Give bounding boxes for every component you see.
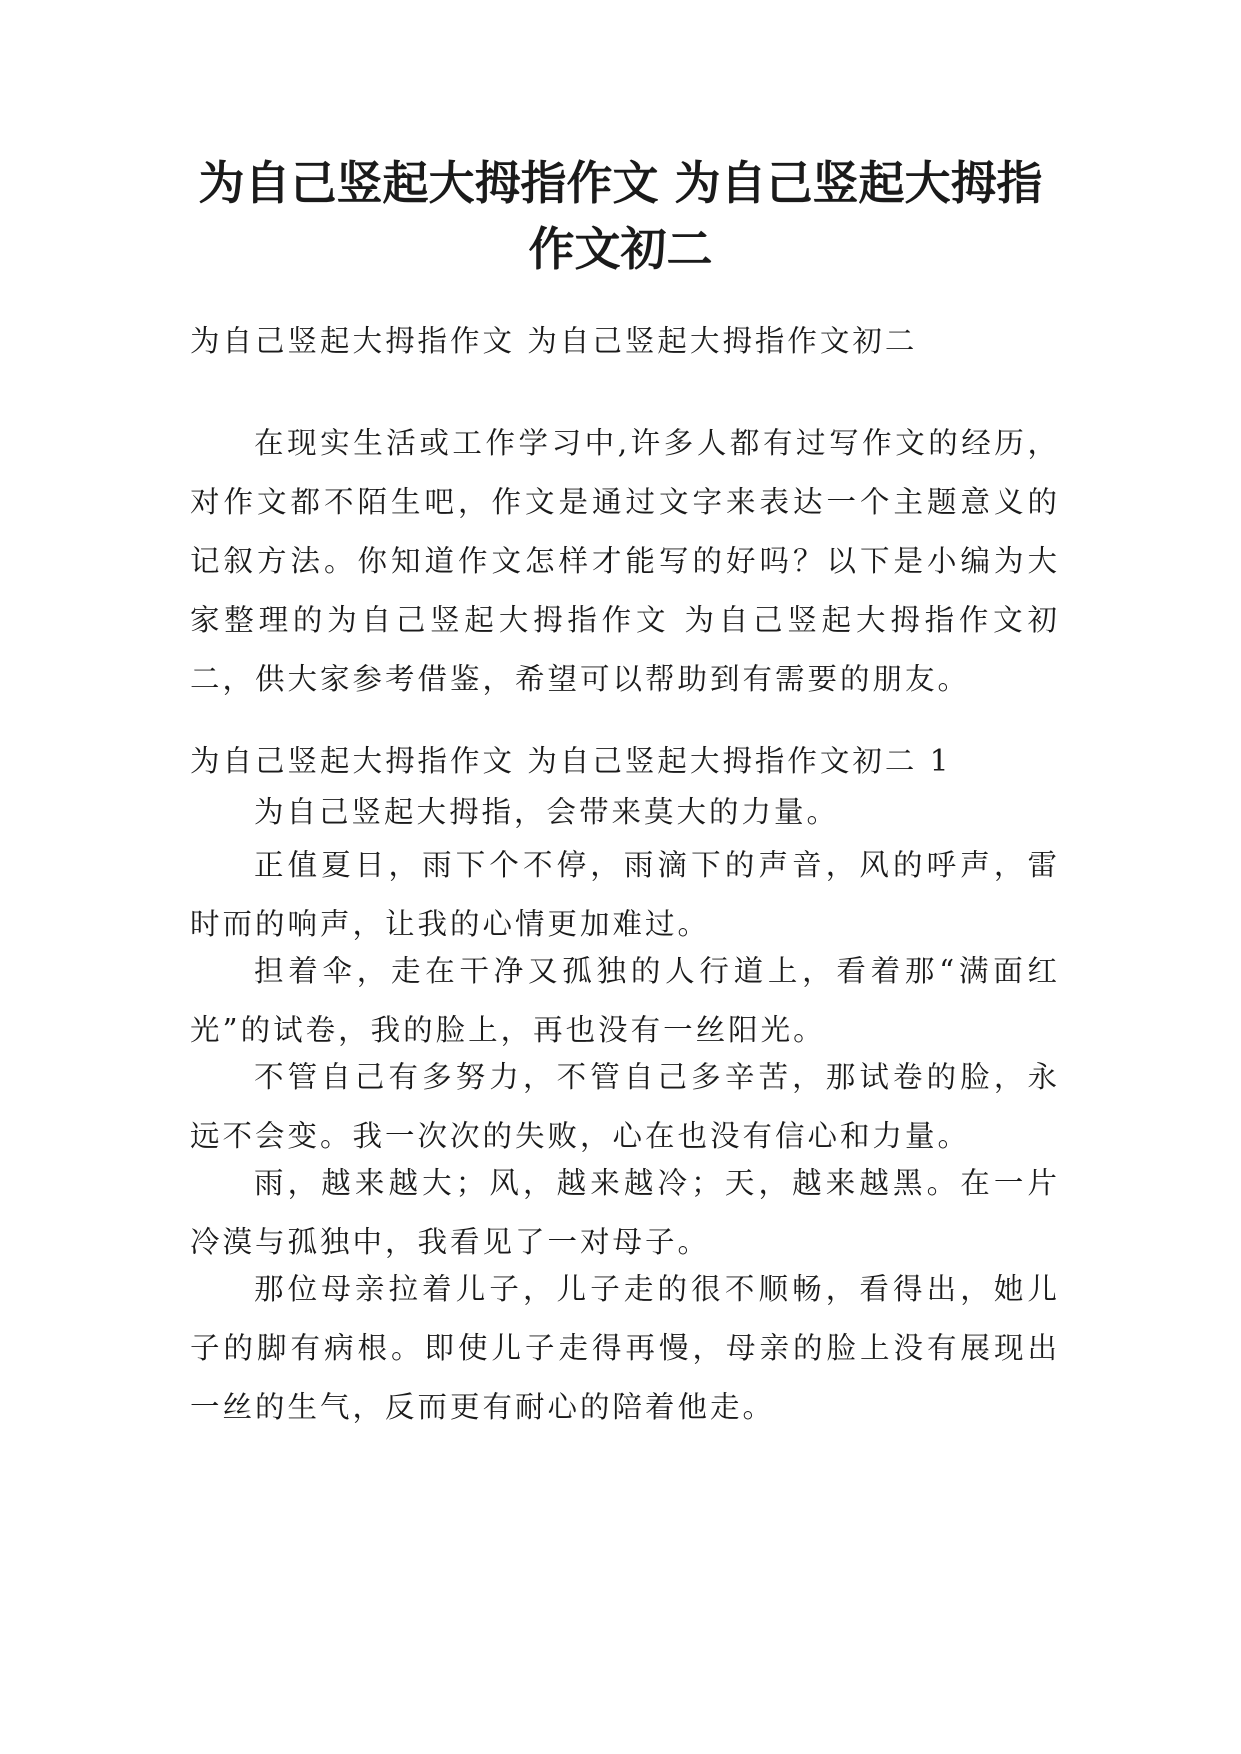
document-title-line-1: 为自己竖起大拇指作文 为自己竖起大拇指 <box>198 156 1043 210</box>
body-paragraph-3: 担着伞，走在干净又孤独的人行道上，看着那“满面红光”的试卷，我的脸上，再也没有一丝阳光。 <box>190 954 1060 1047</box>
document-subtitle: 为自己竖起大拇指作文 为自己竖起大拇指作文初二 <box>190 324 918 358</box>
body-paragraph-5: 雨，越来越大；风，越来越冷；天，越来越黑。在一片冷漠与孤独中，我看见了一对母子。 <box>190 1166 1060 1259</box>
body-paragraph-1: 为自己竖起大拇指，会带来莫大的力量。 <box>254 795 840 829</box>
body-paragraph-2: 正值夏日，雨下个不停，雨滴下的声音，风的呼声，雷时而的响声，让我的心情更加难过。 <box>190 848 1060 941</box>
document-title-line-2: 作文初二 <box>528 222 713 276</box>
section-heading: 为自己竖起大拇指作文 为自己竖起大拇指作文初二 1 <box>190 744 952 778</box>
body-paragraph-4: 不管自己有多努力，不管自己多辛苦，那试卷的脸，永远不会变。我一次次的失败，心在也没有信心和力量。 <box>190 1060 1060 1153</box>
intro-paragraph: 在现实生活或工作学习中,许多人都有过写作文的经历，对作文都不陌生吧，作文是通过文字来表达一个主题意义的记叙方法。你知道作文怎样才能写的好吗？以下是小编为大家整理的为自己竖起大拇指作文 为自己竖起大拇指作文初二，供大家参考借鉴，希望可以帮助到有需要的朋友。 <box>190 426 1060 696</box>
body-paragraph-6: 那位母亲拉着儿子，儿子走的很不顺畅，看得出，她儿子的脚有病根。即使儿子走得再慢，母亲的脸上没有展现出一丝的生气，反而更有耐心的陪着他走。 <box>190 1272 1060 1424</box>
